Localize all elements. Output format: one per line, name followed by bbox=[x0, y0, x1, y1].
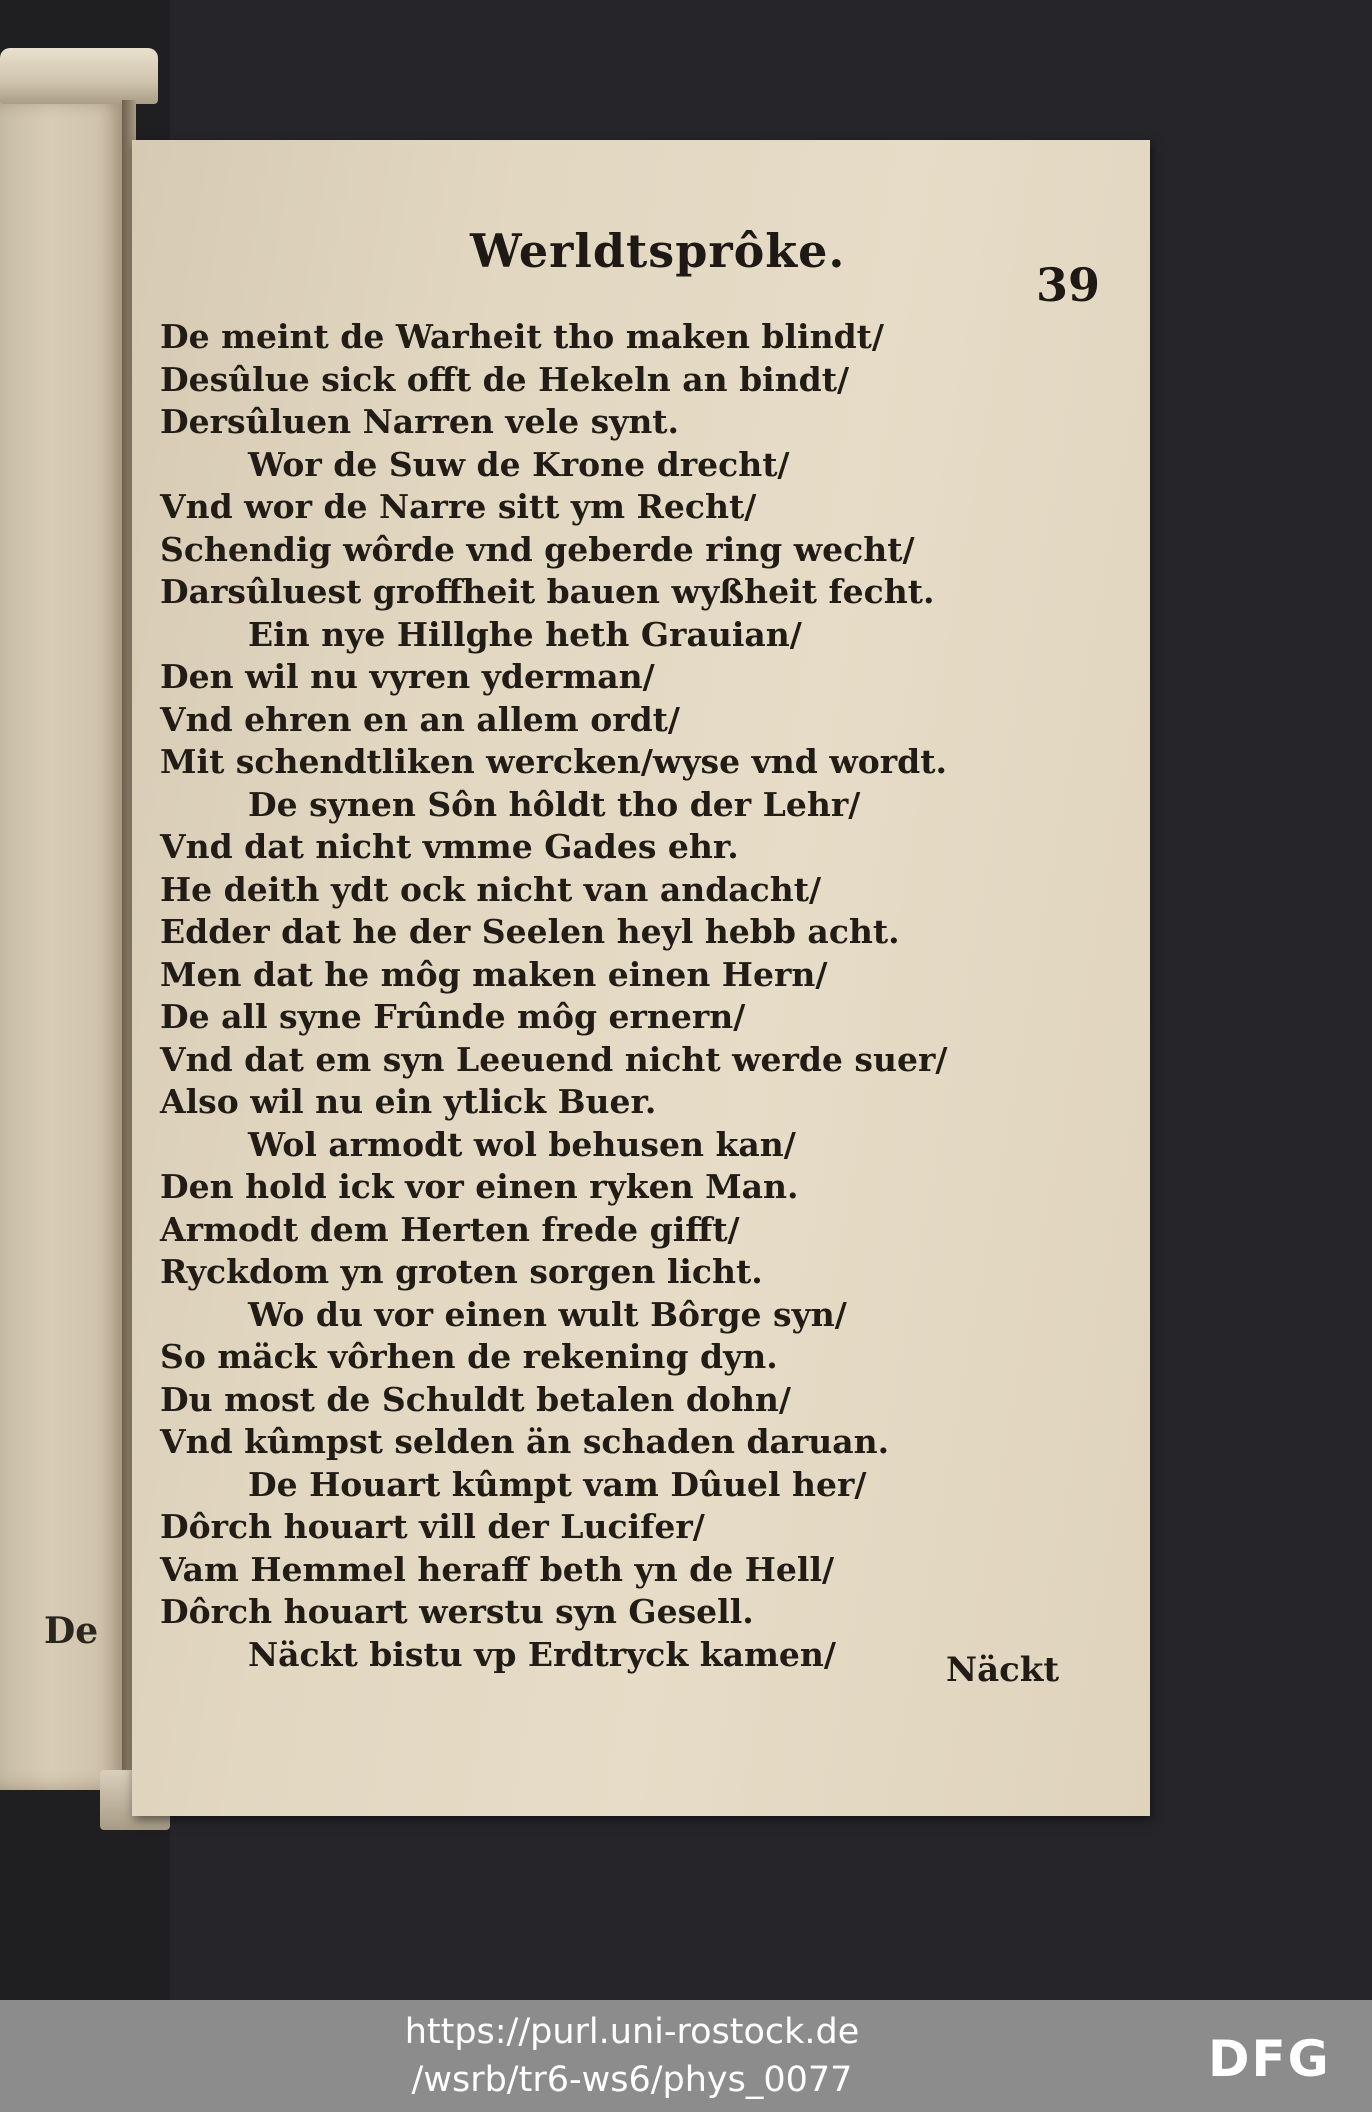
verse-line: Dôrch houart vill der Lucifer/ bbox=[160, 1507, 705, 1546]
verse-line: Ein nye Hillghe heth Grauian/ bbox=[248, 614, 802, 654]
verse-line: Mit schendtliken wercken/wyse vnd wordt. bbox=[160, 742, 947, 781]
verse-line: Dôrch houart werstu syn Gesell. bbox=[160, 1592, 754, 1631]
verse-line: Näckt bistu vp Erdtryck kamen/ bbox=[248, 1634, 836, 1674]
book-spine-top bbox=[0, 48, 158, 104]
verse-line: Edder dat he der Seelen heyl hebb acht. bbox=[160, 912, 900, 951]
verse-line: Also wil nu ein ytlick Buer. bbox=[160, 1082, 657, 1121]
verse-line: Schendig wôrde vnd geberde ring wecht/ bbox=[160, 529, 915, 569]
catchword: Näckt bbox=[946, 1650, 1060, 1690]
verse-line: Du most de Schuldt betalen dohn/ bbox=[160, 1379, 791, 1419]
dfg-logo: DFG bbox=[1208, 2030, 1331, 2088]
verse-line: So mäck vôrhen de rekening dyn. bbox=[160, 1337, 778, 1376]
verse-line: De Houart kûmpt vam Dûuel her/ bbox=[248, 1464, 867, 1504]
verse-text bbox=[160, 316, 1060, 1676]
permalink[interactable] bbox=[372, 2008, 892, 2104]
verse-line: Vnd ehren en an allem ordt/ bbox=[160, 699, 680, 739]
verse-line: Den hold ick vor einen ryken Man. bbox=[160, 1167, 799, 1206]
permalink-line-2[interactable]: /wsrb/tr6-ws6/phys_0077 bbox=[411, 2060, 853, 2100]
verse-line: Vnd kûmpst selden än schaden daruan. bbox=[160, 1422, 890, 1461]
permalink-line-1[interactable]: https://purl.uni-rostock.de bbox=[404, 2012, 860, 2052]
verse-line: Armodt dem Herten frede gifft/ bbox=[160, 1209, 740, 1249]
verse-line: Men dat he môg maken einen Hern/ bbox=[160, 954, 828, 994]
verse-line: Darsûluest groffheit bauen wyßheit fecht. bbox=[160, 572, 935, 611]
verse-line: Vam Hemmel heraff beth yn de Hell/ bbox=[160, 1549, 835, 1589]
verse-line: Desûlue sick offt de Hekeln an bindt/ bbox=[160, 359, 850, 399]
verse-line: Vnd dat em syn Leeuend nicht werde suer/ bbox=[160, 1039, 948, 1079]
verse-line: Wo du vor einen wult Bôrge syn/ bbox=[248, 1294, 847, 1334]
verse-line: Vnd dat nicht vmme Gades ehr. bbox=[160, 827, 739, 866]
verse-line: Dersûluen Narren vele synt. bbox=[160, 402, 680, 441]
running-head: Werldtsprôke. bbox=[470, 224, 846, 278]
verse-line: Vnd wor de Narre sitt ym Recht/ bbox=[160, 487, 757, 526]
verse-line: He deith ydt ock nicht van andacht/ bbox=[160, 869, 822, 909]
verse-line: Wol armodt wol behusen kan/ bbox=[248, 1124, 796, 1164]
left-page-edge bbox=[0, 100, 126, 1790]
verse-line: De all syne Frûnde môg ernern/ bbox=[160, 997, 746, 1036]
verse-line: Den wil nu vyren yderman/ bbox=[160, 657, 655, 696]
page-number: 39 bbox=[1036, 258, 1101, 312]
verse-line: De synen Sôn hôldt tho der Lehr/ bbox=[248, 784, 861, 824]
verse-line: De meint de Warheit tho maken blindt/ bbox=[160, 317, 884, 356]
verse-line: Ryckdom yn groten sorgen licht. bbox=[160, 1252, 763, 1291]
left-page-catchword: De bbox=[44, 1610, 99, 1652]
verse-line: Wor de Suw de Krone drecht/ bbox=[248, 444, 790, 484]
